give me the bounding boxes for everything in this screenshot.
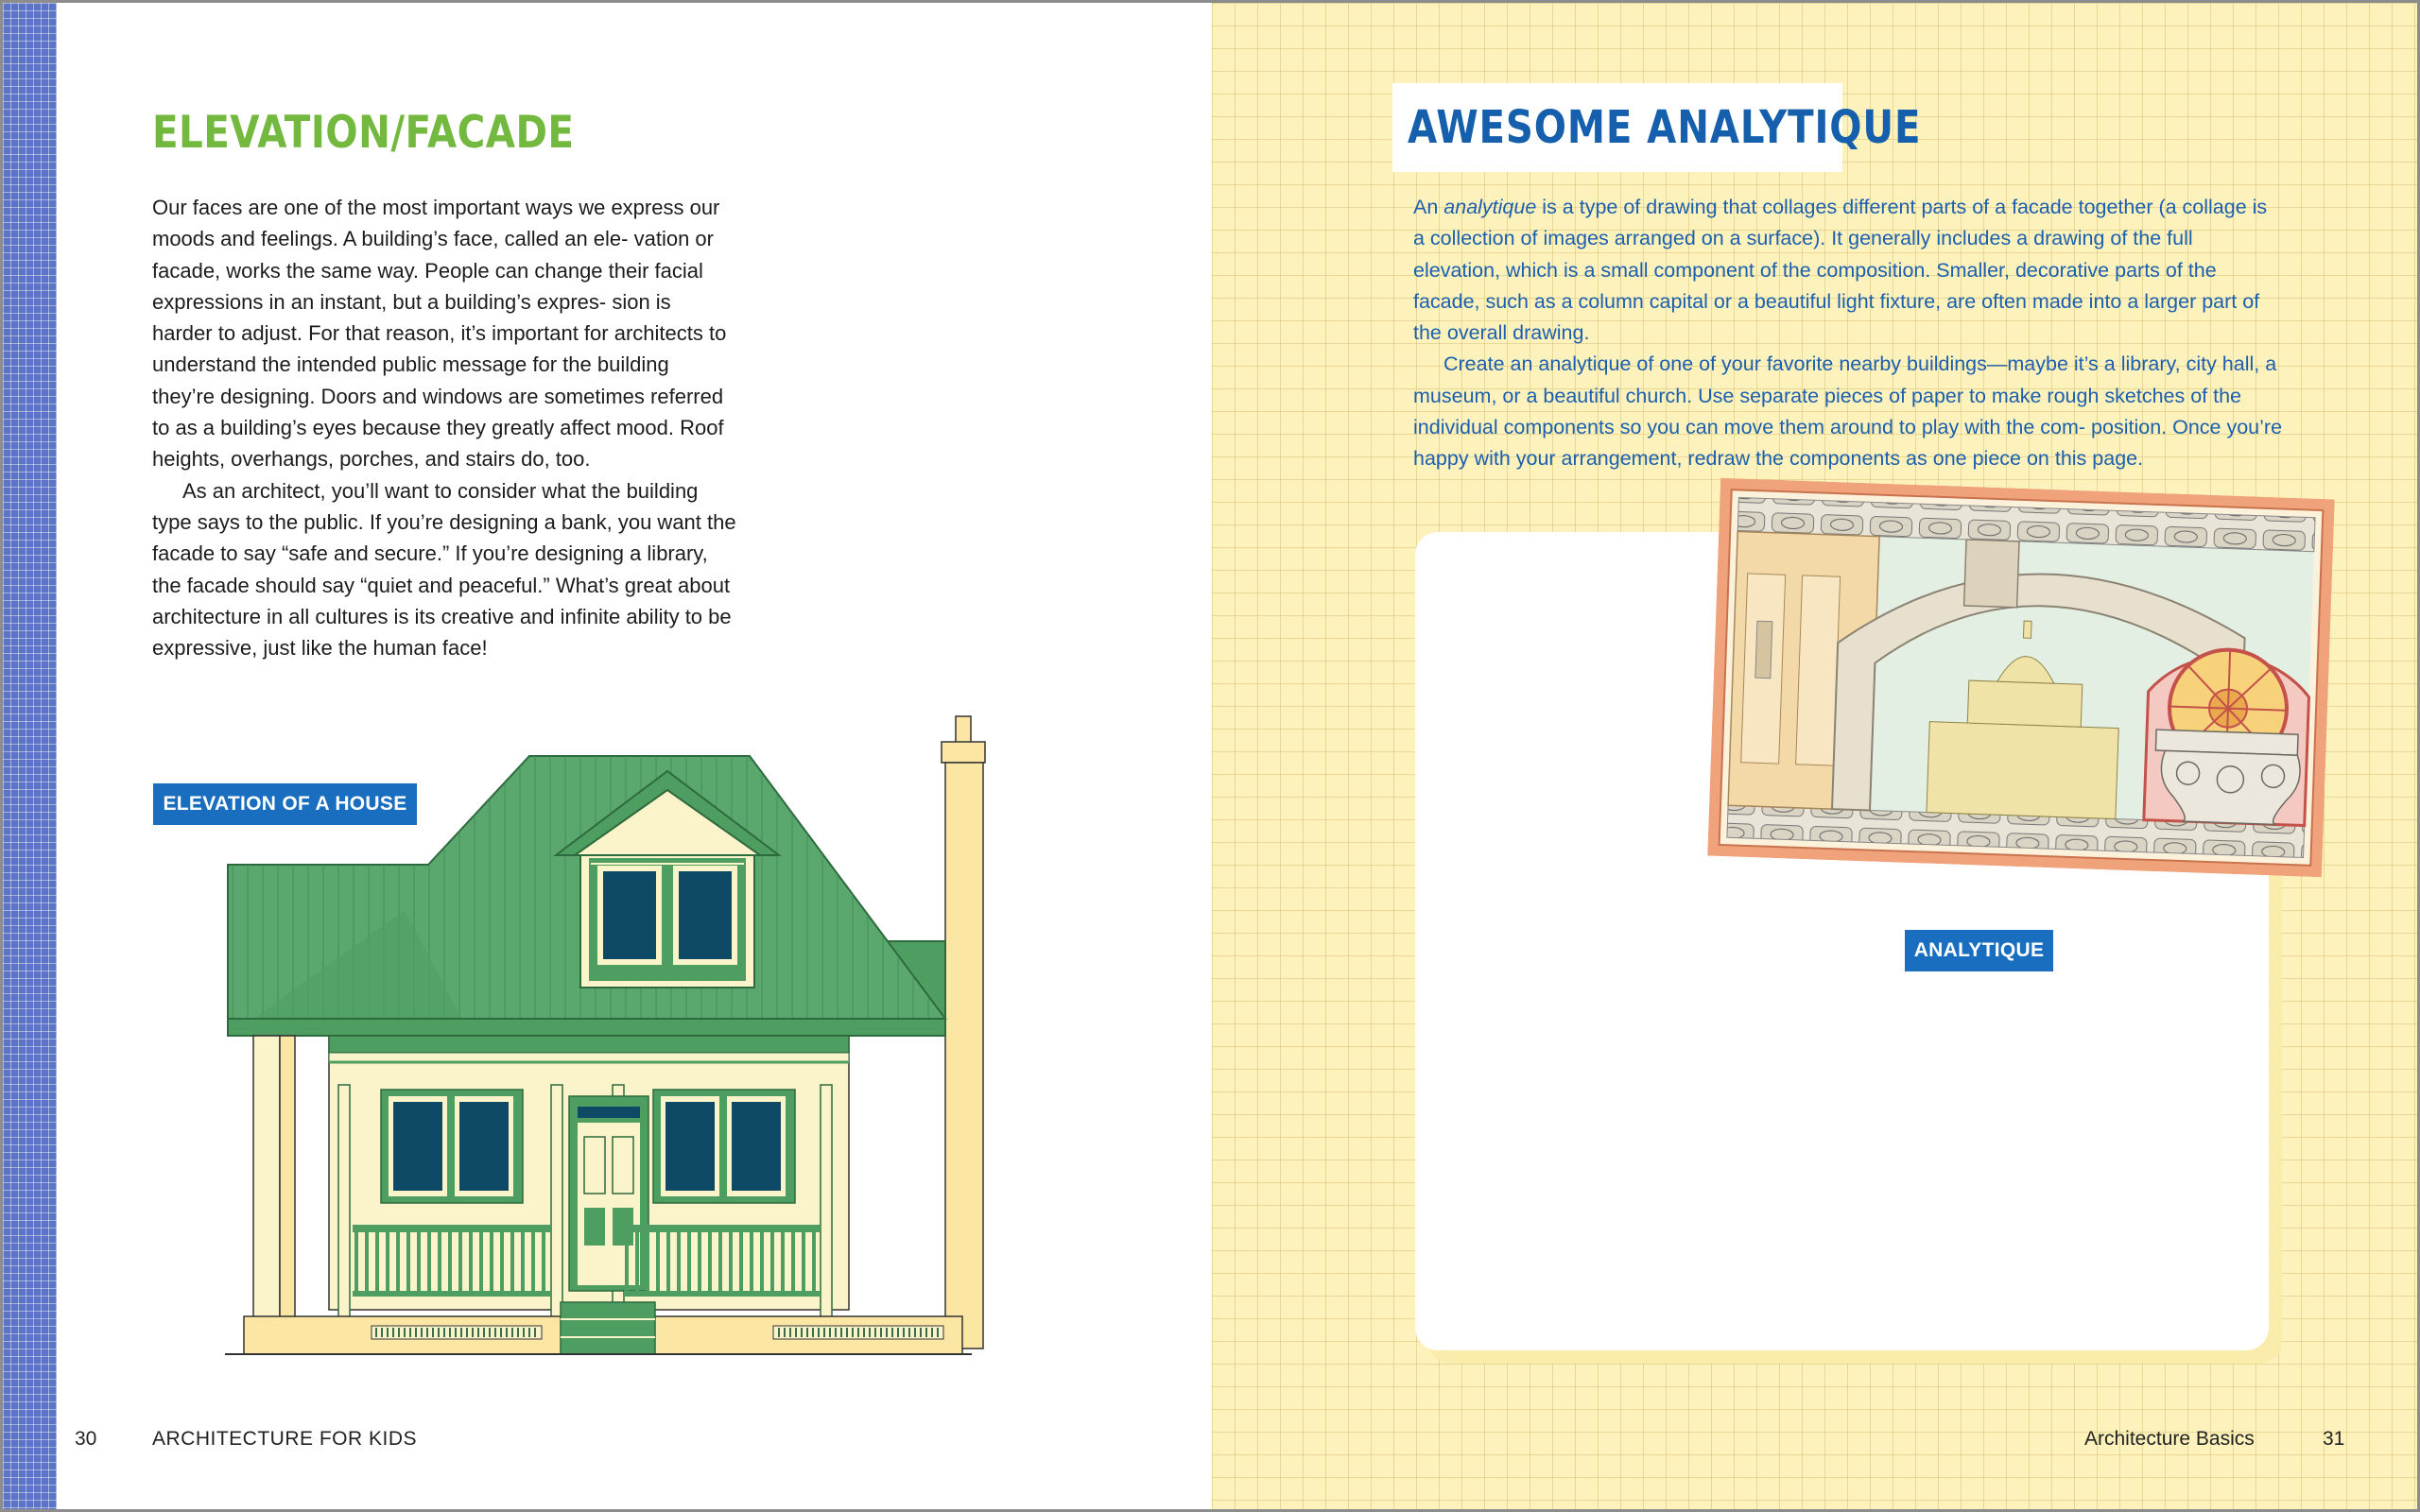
title-box: [1392, 83, 1922, 172]
figure-label-house: ELEVATION OF A HOUSE: [153, 783, 417, 825]
right-paragraph-1: [1413, 192, 2283, 349]
right-page: [1212, 3, 2417, 1509]
page-title-elevation-facade: ELEVATION/FACADE: [152, 107, 575, 159]
chimney: [942, 716, 985, 1349]
page-title-awesome-analytique: AWESOME ANALYTIQUE: [1408, 101, 1922, 154]
running-title-left: ARCHITECTURE FOR KIDS: [152, 1428, 418, 1450]
right-paragraph-1-start: An: [1413, 196, 1444, 218]
analytique-collage-illustration: [1707, 478, 2335, 877]
left-paragraph-2: As an architect, you’ll want to consider what the building type says to the public. If you’re designing a bank, you want the facade to say “safe and secure.” If you’re designing a library, the facade should say “quiet and peaceful.” What’s great about architecture in all cultures is its creative and infinite ability to be expressive, just like the human face!: [152, 478, 736, 661]
right-paragraph-1-rest: is a type of drawing that collages different parts of a facade together (a collage is a collection of images arranged on a surface). It generally includes a drawing of the full elevation, which is a small component of the composition. Smaller, decorative parts of the facade, such as a column capital or a beautiful light fixture, are often made into a larger part of the overall drawing.: [1413, 196, 2268, 345]
house-elevation-illustration: [216, 707, 1076, 1359]
page-number-left: 30: [75, 1428, 97, 1450]
page-number-right: 31: [2323, 1428, 2345, 1450]
porch-facade: [253, 1036, 849, 1319]
blue-grid-margin: [3, 3, 57, 1509]
figure-label-analytique: ANALYTIQUE: [1905, 930, 2053, 971]
running-title-right: Architecture Basics: [2084, 1428, 2255, 1450]
right-body-text: [1413, 192, 2283, 475]
left-body-text: [152, 192, 736, 663]
book-spread: [3, 3, 2417, 1509]
right-paragraph-2: Create an analytique of one of your favorite nearby buildings—maybe it’s a library, city hall, a museum, or a beautiful church. Use separate pieces of paper to make rough sketches of the individual components so you can move them around to play with the com- position. Once you’re happy with your arrangement, redraw the components as one piece on this page.: [1413, 352, 2283, 471]
left-paragraph-1: Our faces are one of the most important ways we express our moods and feelings. A building’s face, called an ele- vation or facade, works the same way. People can change their facial expressions in an instant, but a building’s expres- sion is harder to adjust. For that reason, it’s important for architects to understand the intended public message for the building they’re designing. Doors and windows are sometimes referred to as a building’s eyes because they greatly affect mood. Roof heights, overhangs, porches, and stairs do, too.: [152, 196, 727, 472]
left-page: [3, 3, 1212, 1509]
analytique-term: analytique: [1443, 196, 1537, 218]
